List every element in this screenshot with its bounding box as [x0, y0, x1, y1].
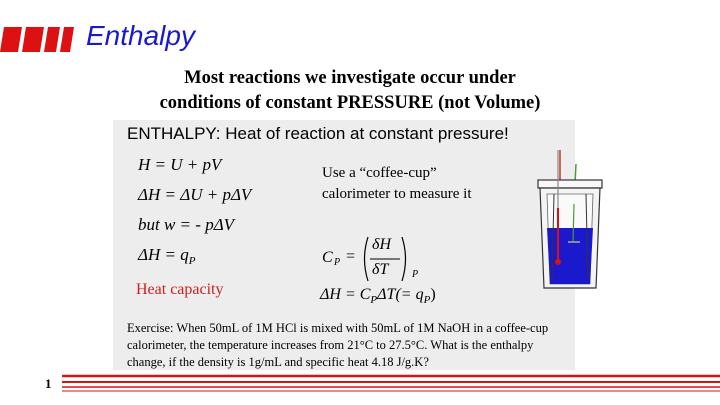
cp-outer-sub: P [412, 269, 419, 280]
subtitle-line-2: conditions of constant PRESSURE (not Volume) [159, 93, 541, 113]
delta-h-cp-formula [320, 286, 436, 306]
exercise-text: Exercise: When 50mL of 1M HCl is mixed with 50mL of 1M NaOH in a coffee-cup calorimeter, the temperature increases from 21°C to 27.5°C. What is the enthalpy change, if the density is 1g/mL and specific heat 4.18 J/g.K? [127, 321, 549, 369]
cp-lhs-sub: P [334, 257, 341, 268]
slide-title: Enthalpy [86, 20, 195, 51]
equation-delta-h-q [138, 245, 195, 267]
dh-mid: ΔT(= q [377, 286, 424, 303]
slide-subtitle [100, 66, 600, 116]
page-number: 1 [45, 376, 52, 391]
equation-delta-h-q-sub: P [188, 255, 196, 267]
cp-lhs: C [322, 249, 333, 266]
dh-sub-1: P [370, 294, 378, 306]
footer-stripes-icon [62, 374, 720, 394]
logo-bars-icon [0, 27, 80, 52]
calorimeter-icon [530, 148, 610, 296]
equation-h-u-pv: H = U + pV [138, 155, 222, 174]
dh-end: ) [430, 286, 436, 303]
heat-capacity-formula [320, 235, 480, 285]
equation-delta-h: ΔH = ΔU + pΔV [138, 185, 252, 204]
calorimeter-note-line-1: Use a “coffee-cup” [322, 165, 437, 181]
heat-capacity-label: Heat capacity [136, 281, 224, 298]
enthalpy-heading: ENTHALPY: Heat of reaction at constant pressure! [127, 124, 509, 143]
cp-numerator: δH [372, 236, 391, 253]
subtitle-line-1: Most reactions we investigate occur under [184, 68, 516, 88]
cp-equals: = [346, 248, 356, 265]
calorimeter-note [322, 163, 522, 205]
dh-sub-2: P [423, 294, 431, 306]
calorimeter-note-line-2: calorimeter to measure it [322, 186, 472, 202]
equation-work: but w = - pΔV [138, 215, 235, 234]
dh-text: ΔH = C [320, 286, 371, 303]
equation-delta-h-q-main: ΔH = q [138, 245, 189, 264]
cp-denominator: δT [372, 261, 389, 278]
